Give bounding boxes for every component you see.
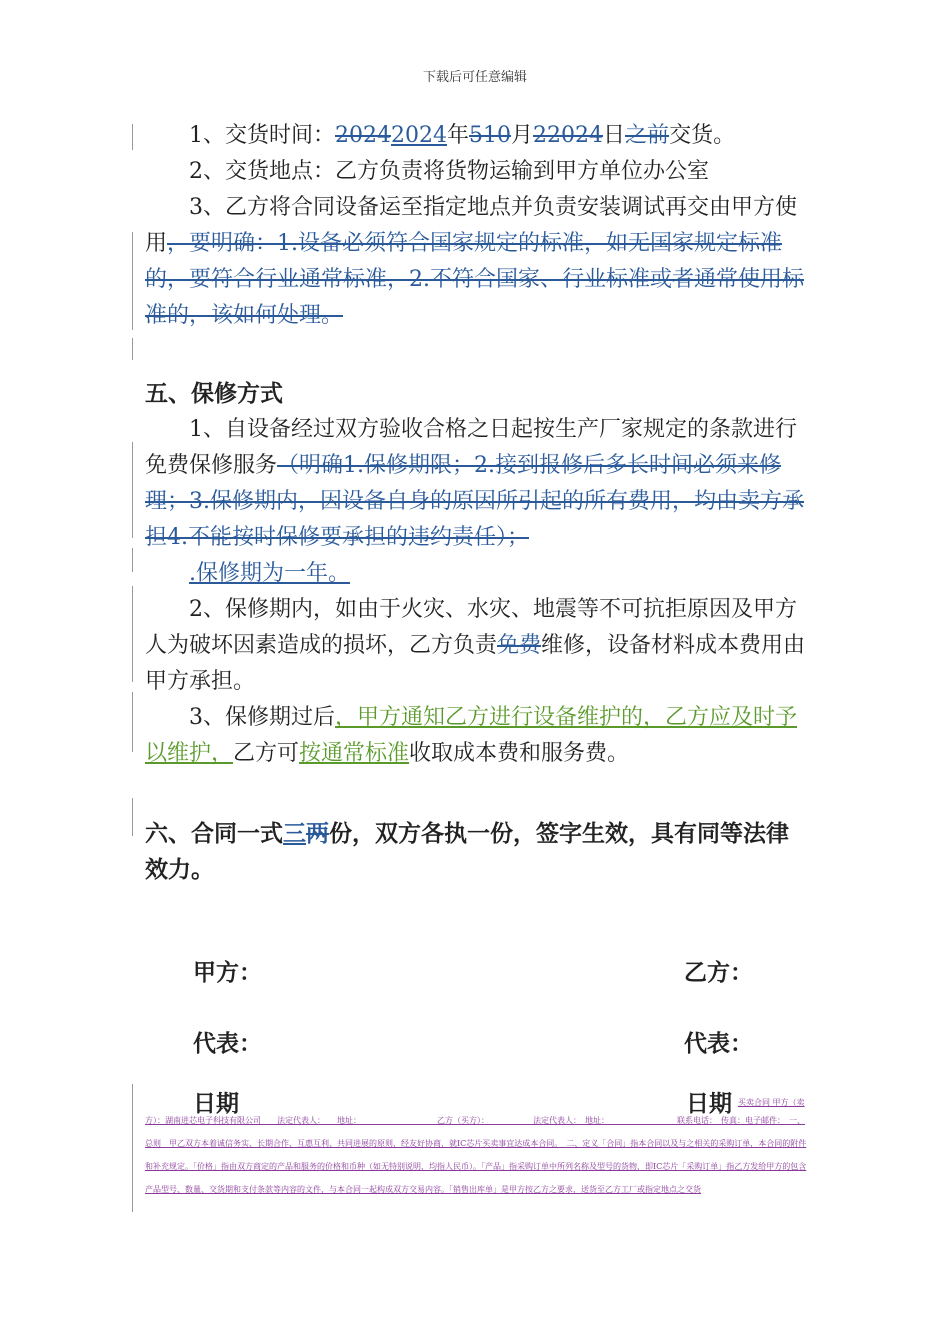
clause-text: 2、保修期内，如由于火灾、水灾、地震等不可抗拒原因及甲方人为破坏因素造成的损坏，乙方负责 <box>145 597 797 658</box>
footer-contract-text: 方）：湖南进芯电子科技有限公司 法定代表人： 地址： 乙方（买方）： 法定代表人： 地址： 联系电话： 传真：电子邮件： 一、总则 甲乙双方本着诚信务实、长期合作、互惠互利、共同进展的原则，经友好协商，就IC芯片买卖事宜达成本合同。 二、定义「合同」指本合同以及与之相关的采购订单，本合同的附件和补充规定。「价格」指由双方商定的产品和服务的价格和币种（如无特别说明，均指人民币）。「产品」指采购订单中所列名称及型号的货物，即IC芯片「采购订单」指乙方发给甲方的包含产品型号、数量、交货期和支付条款等内容的文件，与本合同一起构成双方交易内容。「销售出库单」是甲方按乙方之要求，送货至乙方工厂或指定地点之交货 <box>145 1116 807 1194</box>
clause-text: 收取成本费和服务费。 <box>409 741 630 766</box>
deleted-text: 2024 <box>335 123 391 148</box>
change-bar <box>132 232 133 330</box>
deleted-text: ，要明确：1.设备必须符合国家规定的标准，如无国家规定标准的，要符合行业通常标准，2.不符合国家、行业标准或者通常使用标准的，该如何处理。 <box>145 231 804 328</box>
deleted-text: （明确1.保修期限；2.接到报修后多长时间必须来修理；3.保修期内，因设备自身的原因所引起的所有费用，均由卖方承担4.不能按时保修要承担的违约责任）； <box>145 453 804 550</box>
rep-a-label: 代表： <box>193 1031 262 1057</box>
clause-text: 月 <box>511 123 534 148</box>
clause-text: 3、保修期过后 <box>189 705 335 730</box>
clause-text: 1、交货时间： <box>189 123 335 148</box>
inserted-text: 按通常标准 <box>299 741 410 766</box>
change-bar <box>132 548 133 572</box>
date-a-label: 日期 <box>193 1091 239 1117</box>
party-b-label: 乙方： <box>684 960 753 986</box>
warranty-heading: 五、保修方式 <box>145 381 283 407</box>
inserted-text: 三 <box>283 821 306 847</box>
change-bar <box>132 338 133 360</box>
deleted-text: 免费 <box>497 633 542 658</box>
clause-text: 日 <box>603 123 626 148</box>
delivery-time-clause <box>145 118 810 154</box>
change-bar <box>132 692 133 752</box>
document-body <box>145 118 810 888</box>
delivery-place-clause: 2、交货地点：乙方负责将货物运输到甲方单位办公室 <box>189 159 709 184</box>
clause-text: 六、合同一式 <box>145 821 283 847</box>
change-bar <box>132 798 133 836</box>
deleted-text: 22024 <box>533 123 604 148</box>
warranty-period-line <box>145 556 810 592</box>
clause-text: 年 <box>447 123 470 148</box>
rep-b-label: 代表： <box>684 1031 753 1057</box>
inserted-text: .保修期为一年。 <box>189 561 350 586</box>
party-a-label: 甲方： <box>193 960 262 986</box>
inserted-text: ，甲方通知乙方进行设备维护的，乙方应及时予以维护， <box>145 705 798 766</box>
clause-text: 1、自设备经过双方验收合格之日起按生产厂家规定的条款进行免费保修服务 <box>145 417 797 478</box>
warranty-clause-1 <box>145 412 810 556</box>
page-header: 下载后可任意编辑 <box>422 70 527 85</box>
deleted-text: 510 <box>469 123 512 148</box>
clause-text: 维修，设备材料成本费用由甲方承担。 <box>145 633 806 694</box>
clause-text: 交货。 <box>669 123 736 148</box>
clause-text: 乙方可 <box>233 741 300 766</box>
deleted-text: 两 <box>306 821 329 847</box>
clause-text: 3、乙方将合同设备运至指定地点并负责安装调试再交由甲方使用 <box>145 195 797 256</box>
footer-contract-title: 买卖合同 甲方（卖 <box>738 1098 805 1107</box>
change-bar <box>132 1084 133 1212</box>
inserted-text: 2024 <box>391 123 447 148</box>
deleted-text: 之前 <box>625 123 670 148</box>
clause-text: 份，双方各执一份，签字生效，具有同等法律效力。 <box>145 821 789 883</box>
change-bar <box>132 586 133 682</box>
copies-clause <box>145 816 810 888</box>
warranty-clause-3 <box>145 700 810 772</box>
installation-clause <box>145 190 810 334</box>
date-b-label: 日期 <box>686 1091 732 1117</box>
change-bar <box>132 442 133 538</box>
warranty-clause-2 <box>145 592 810 700</box>
change-bar <box>132 124 133 150</box>
